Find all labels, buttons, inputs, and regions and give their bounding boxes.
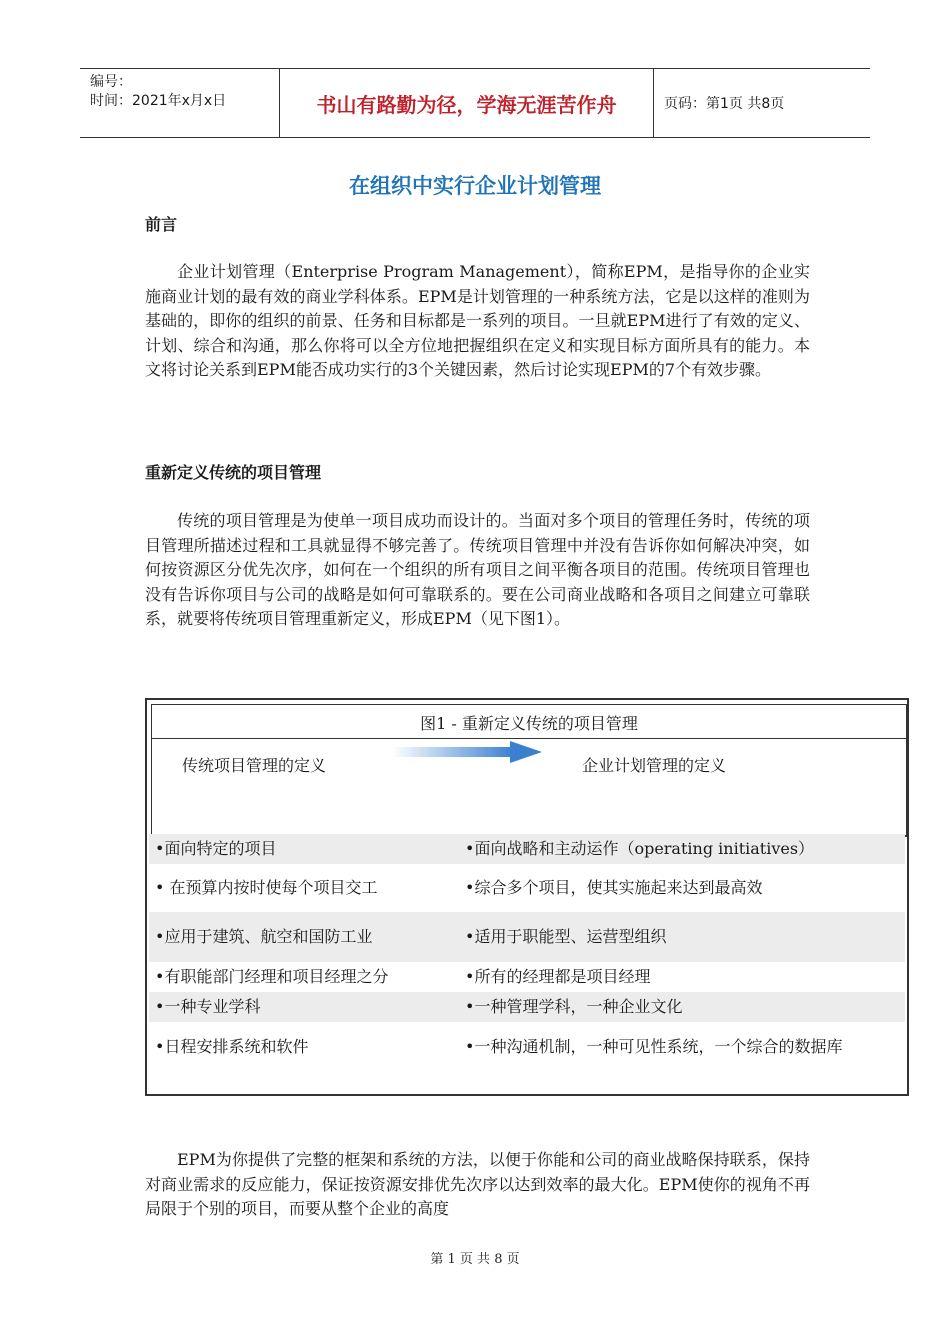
traditional-cell: •一种专业学科 [155, 997, 261, 1016]
figure-caption: 图1 - 重新定义传统的项目管理 [152, 711, 906, 739]
page-header [80, 68, 870, 138]
preface-paragraph: 企业计划管理（Enterprise Program Management），简称EPM，是指导你的企业实施商业计划的最有效的商业学科体系。EPM是计划管理的一种系统方法，它是以这样的准则为基础的，即你的组织的前景、任务和目标都是一系列的项目。一旦就EPM进行了有效的定义、计划、综合和沟通，那么你将可以全方位地把握组织在定义和实现目标方面所具有的能力。本文将讨论关系到EPM能否成功实行的3个关键因素，然后讨论实现EPM的7个有效步骤。 [145, 262, 810, 379]
document-title: 在组织中实行企业计划管理 [349, 174, 601, 198]
figure-header-box [151, 704, 907, 837]
traditional-heading: 传统项目管理的定义 [182, 756, 327, 775]
epm-paragraph: EPM为你提供了完整的框架和系统的方法，以便于你能和公司的商业战略保持联系，保持对商业需求的反应能力，保证按资源安排优先次序以达到效率的最大化。EPM使你的视角不再局限于个别的项目，而要从整个企业的高度 [145, 1150, 810, 1218]
traditional-cell: • 在预算内按时使每个项目交工 [155, 878, 378, 897]
table-row [149, 912, 905, 962]
date-label: 时间：2021年x月x日 [90, 93, 227, 109]
table-row [149, 962, 905, 992]
epm-cell: •所有的经理都是项目经理 [465, 967, 651, 986]
table-row [149, 864, 905, 912]
arrow-right-icon [392, 741, 542, 763]
header-motto: 书山有路勤为径，学海无涯苦作舟 [280, 69, 654, 137]
figure-1-table [145, 698, 909, 1096]
redefine-paragraph: 传统的项目管理是为使单一项目成功而设计的。当面对多个项目的管理任务时，传统的项目管理所描述过程和工具就显得不够完善了。传统项目管理中并没有告诉你如何解决冲突，如何按资源区分优先次序，如何在一个组织的所有项目之间平衡各项目的范围。传统项目管理也没有告诉你项目与公司的战略是如何可靠联系的。要在公司商业战略和各项目之间建立可靠联系，就要将传统项目管理重新定义，形成EPM（见下图1）。 [145, 511, 810, 628]
preface-heading: 前言 [145, 215, 178, 234]
figure-rows [149, 834, 905, 1072]
table-row [149, 992, 905, 1022]
table-row [149, 1022, 905, 1072]
epm-cell: •综合多个项目，使其实施起来达到最高效 [465, 878, 763, 897]
epm-cell: •一种沟通机制，一种可见性系统，一个综合的数据库 [465, 1037, 843, 1056]
page-footer: 第 1 页 共 8 页 [430, 1252, 520, 1267]
header-meta [80, 69, 280, 137]
redefine-heading: 重新定义传统的项目管理 [145, 463, 322, 482]
header-page-info: 页码：第1页 共8页 [664, 96, 785, 112]
traditional-cell: •面向特定的项目 [155, 839, 277, 858]
number-label: 编号： [90, 74, 132, 90]
traditional-cell: •应用于建筑、航空和国防工业 [155, 927, 373, 946]
epm-cell: •一种管理学科，一种企业文化 [465, 997, 683, 1016]
epm-cell: •面向战略和主动运作（operating initiatives） [465, 839, 815, 858]
epm-heading: 企业计划管理的定义 [582, 756, 727, 775]
traditional-cell: •日程安排系统和软件 [155, 1037, 309, 1056]
table-row [149, 834, 905, 864]
traditional-cell: •有职能部门经理和项目经理之分 [155, 967, 389, 986]
epm-cell: •适用于职能型、运营型组织 [465, 927, 667, 946]
